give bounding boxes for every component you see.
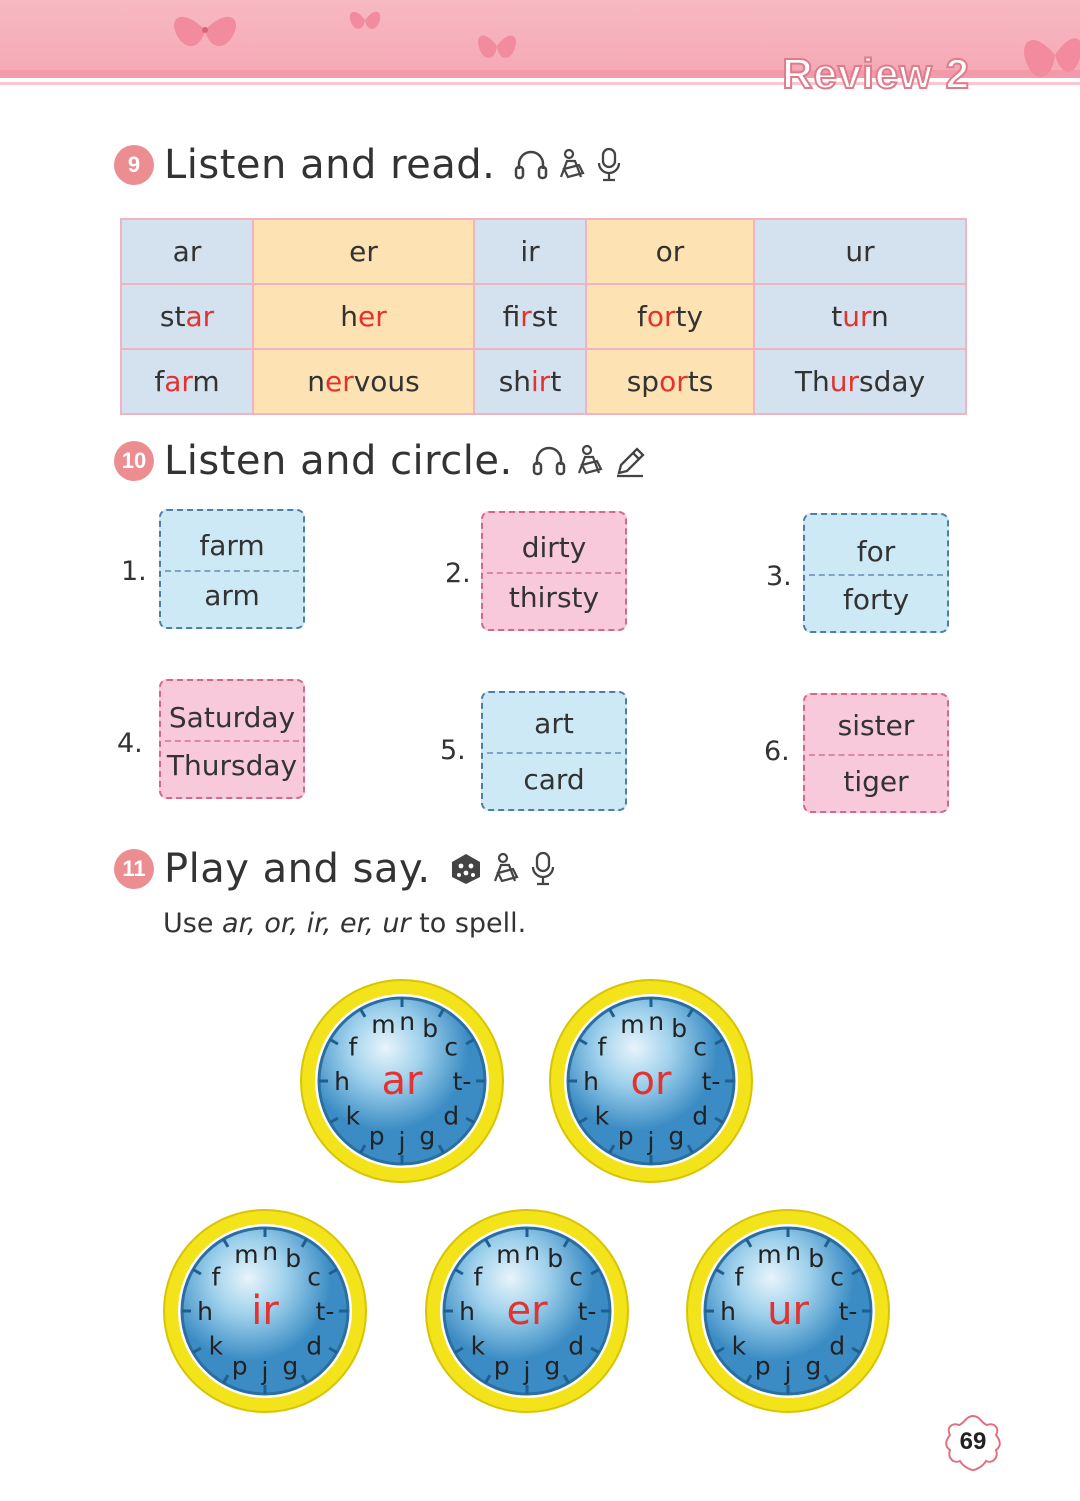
section-title: Play and say. [164,846,431,892]
answer-option[interactable]: dirty [521,531,587,564]
page-number-badge [942,1412,1004,1474]
clock-letter: p [231,1351,248,1381]
table-header-cell: er [253,219,474,284]
clock-letter: p [368,1121,385,1151]
answer-box [159,509,305,629]
answer-box [159,679,305,799]
butterfly-icon [345,2,385,37]
clock-letter: g [282,1351,299,1381]
page-banner [0,0,1080,110]
clock-letter: d [306,1331,323,1361]
clock-letter: f [597,1032,607,1062]
clock-letter: p [754,1351,771,1381]
clock-letter: f [211,1262,221,1292]
clock-letter: t- [577,1297,597,1326]
answer-option[interactable]: thirsty [508,581,600,614]
section-10-heading [114,438,647,484]
answer-option[interactable]: arm [204,579,260,612]
table-header-cell: or [586,219,754,284]
clock-letter: b [671,1014,688,1044]
microphone-icon [529,851,557,887]
word-cell: shirt [474,349,586,414]
activity-icons [531,443,647,479]
microphone-icon [595,147,623,183]
clock-letter: j [523,1357,531,1386]
clock-letter: k [731,1331,747,1361]
headphones-icon [513,147,549,183]
review-title: Review 2 [782,50,970,97]
reading-icon [573,443,607,479]
clock-letter: d [829,1331,846,1361]
section-number: 11 [114,849,154,889]
dice-icon [449,852,483,886]
clock-letter: m [620,1009,645,1039]
answer-option[interactable]: farm [199,529,265,562]
pencil-icon [613,443,647,479]
option-divider [809,574,943,576]
answer-box [803,513,949,633]
word-cell: sports [586,349,754,414]
table-header-cell: ar [121,219,253,284]
clock-letter: k [470,1331,486,1361]
option-divider [165,570,299,572]
clock-center-letters: ur [767,1288,809,1334]
clock-letter: t- [452,1067,472,1096]
clock-letter: p [617,1121,634,1151]
clock-letter: b [547,1244,564,1274]
clock-letter: j [647,1127,655,1156]
clock-letter: k [345,1101,361,1131]
item-number: 3. [766,561,792,592]
clock-letter: f [348,1032,358,1062]
clock-letter: j [398,1127,406,1156]
clock-letter: m [371,1009,396,1039]
headphones-icon [531,443,567,479]
clock-letter: n [399,1007,416,1037]
answer-box [481,511,627,631]
clock-letter: c [307,1262,322,1292]
clock-letter: d [692,1101,709,1131]
phonics-table [120,218,967,415]
answer-option[interactable]: card [523,763,585,796]
clock-letter: g [544,1351,561,1381]
option-divider [487,572,621,574]
clock-letter: n [262,1237,279,1267]
instruction-text: Use ar, or, ir, er, ur to spell. [163,908,527,939]
word-cell: turn [754,284,966,349]
section-title: Listen and circle. [164,438,513,484]
clock-letter: k [208,1331,224,1361]
item-number: 1. [121,556,147,587]
activity-icons [449,851,557,887]
clock-letter: h [583,1067,599,1096]
clock-letter: n [785,1237,802,1267]
table-header-cell: ur [754,219,966,284]
butterfly-icon [160,0,250,55]
butterfly-icon [470,22,525,67]
option-divider [487,752,621,754]
clock-letter: m [496,1239,521,1269]
page-number: 69 [959,1428,987,1455]
clock-letter: h [720,1297,736,1326]
clock-letter: h [459,1297,475,1326]
clock-letter: h [197,1297,213,1326]
clock-letter: b [285,1244,302,1274]
word-cell: nervous [253,349,474,414]
clock-letter: t- [701,1067,721,1096]
word-cell: forty [586,284,754,349]
clock-letter: d [443,1101,460,1131]
clock-letter: t- [838,1297,858,1326]
clock-letter: f [473,1262,483,1292]
clock-center-letters: ar [381,1058,423,1104]
answer-box [803,693,949,813]
table-row [121,284,966,349]
item-number: 4. [117,728,143,759]
clock-letter: c [444,1032,459,1062]
section-number: 9 [114,145,154,185]
word-cell: her [253,284,474,349]
word-cell: star [121,284,253,349]
table-header-cell: ir [474,219,586,284]
clock-letter: f [734,1262,744,1292]
clock-letter: n [648,1007,665,1037]
table-row [121,349,966,414]
clock-letter: b [422,1014,439,1044]
answer-option[interactable]: sister [837,709,915,742]
clock-letter: c [830,1262,845,1292]
clock-letter: g [805,1351,822,1381]
answer-option[interactable]: art [534,707,574,740]
word-cell: first [474,284,586,349]
clock-center-letters: ir [251,1288,279,1334]
clock-center-letters: er [506,1288,548,1334]
butterfly-icon [1015,10,1080,90]
answer-option[interactable]: for [856,535,896,568]
section-number: 10 [114,441,154,481]
section-11-heading [114,846,557,892]
word-cell: Thursday [754,349,966,414]
spelling-clock[interactable] [424,1208,630,1414]
clock-letter: k [594,1101,610,1131]
clock-letter: t- [315,1297,335,1326]
reading-icon [555,147,589,183]
clock-letter: g [419,1121,436,1151]
item-number: 2. [445,558,471,589]
clock-letter: c [693,1032,708,1062]
clock-letter: p [493,1351,510,1381]
clock-letter: h [334,1067,350,1096]
clock-letter: m [757,1239,782,1269]
item-number: 5. [440,735,466,766]
answer-option[interactable]: tiger [843,765,909,798]
spelling-clock[interactable] [162,1208,368,1414]
spelling-clock[interactable] [299,978,505,1184]
item-number: 6. [764,736,790,767]
reading-icon [489,851,523,887]
clock-letter: c [569,1262,584,1292]
word-cell: farm [121,349,253,414]
option-divider [809,754,943,756]
answer-option[interactable]: forty [842,583,910,616]
answer-box [481,691,627,811]
clock-letter: d [568,1331,585,1361]
clock-letter: j [784,1357,792,1386]
section-9-heading [114,142,623,188]
clock-center-letters: or [630,1058,672,1104]
clock-letter: m [234,1239,259,1269]
section-title: Listen and read. [164,142,496,188]
answer-option[interactable]: Saturday [168,701,296,734]
clock-letter: g [668,1121,685,1151]
activity-icons [513,147,623,183]
clock-letter: j [261,1357,269,1386]
clock-letter: b [808,1244,825,1274]
spelling-clock[interactable] [685,1208,891,1414]
table-header-row [121,219,966,284]
spelling-clock[interactable] [548,978,754,1184]
answer-option[interactable]: Thursday [166,749,298,782]
clock-letter: n [524,1237,541,1267]
option-divider [165,740,299,742]
